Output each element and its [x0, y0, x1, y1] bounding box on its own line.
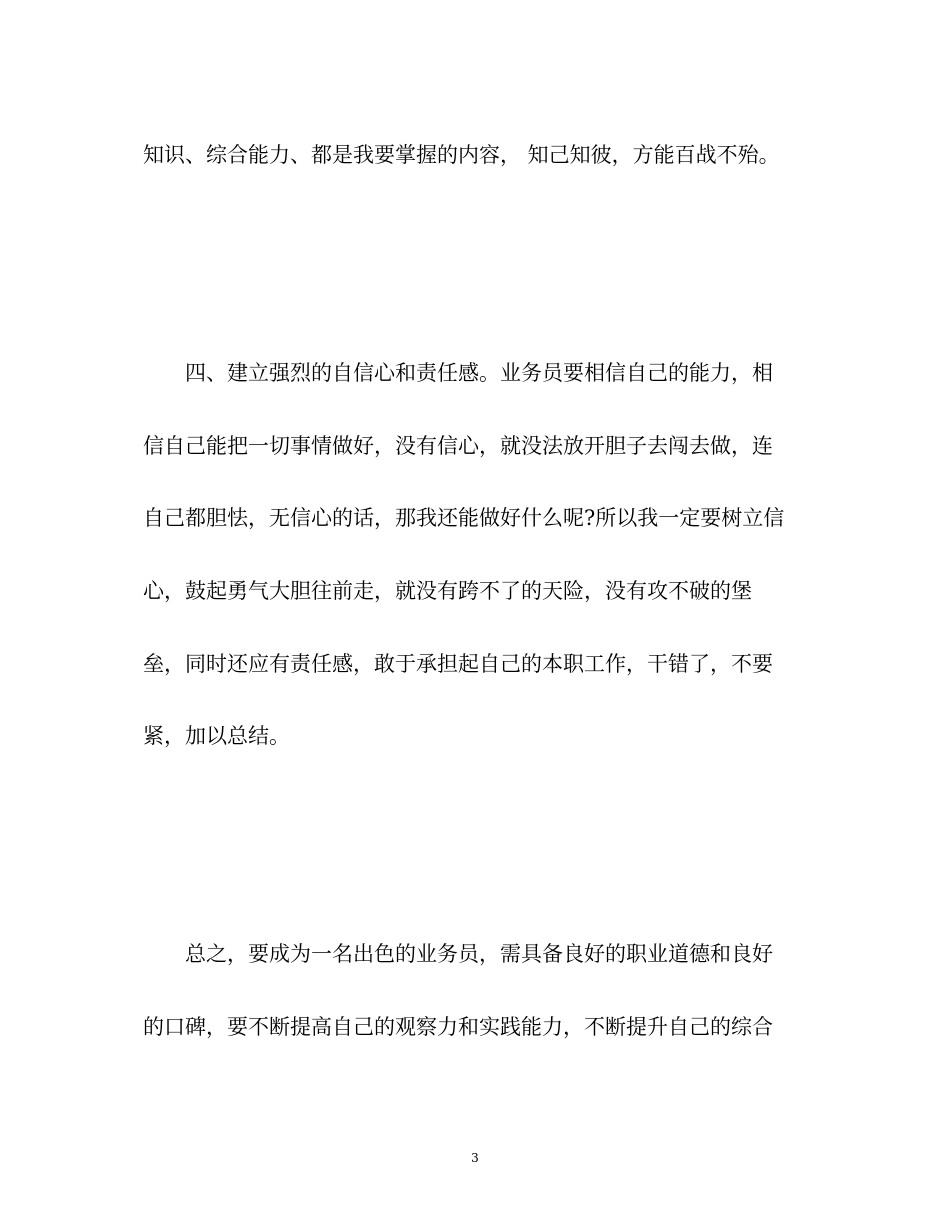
page-number: 3: [471, 1151, 479, 1165]
text-line: 的口碑，要不断提高自己的观察力和实践能力，不断提升自己的综合: [143, 1015, 773, 1039]
text-line: 紧，加以总结。: [143, 724, 290, 748]
text-line: 知识、综合能力、都是我要掌握的内容， 知己知彼，方能百战不殆。: [143, 143, 780, 167]
text-line: 四、建立强烈的自信心和责任感。业务员要相信自己的能力，相: [185, 361, 773, 385]
text-line: 自己都胆怯，无信心的话，那我还能做好什么呢?所以我一定要树立信: [143, 506, 785, 530]
text-line: 信自己能把一切事情做好，没有信心，就没法放开胆子去闯去做，连: [143, 434, 773, 458]
text-line: 心，鼓起勇气大胆往前走，就没有跨不了的天险，没有攻不破的堡: [143, 579, 752, 603]
text-line: 垒，同时还应有责任感，敢于承担起自己的本职工作，干错了，不要: [143, 652, 773, 676]
text-line: 总之，要成为一名出色的业务员，需具备良好的职业道德和良好: [185, 942, 773, 966]
